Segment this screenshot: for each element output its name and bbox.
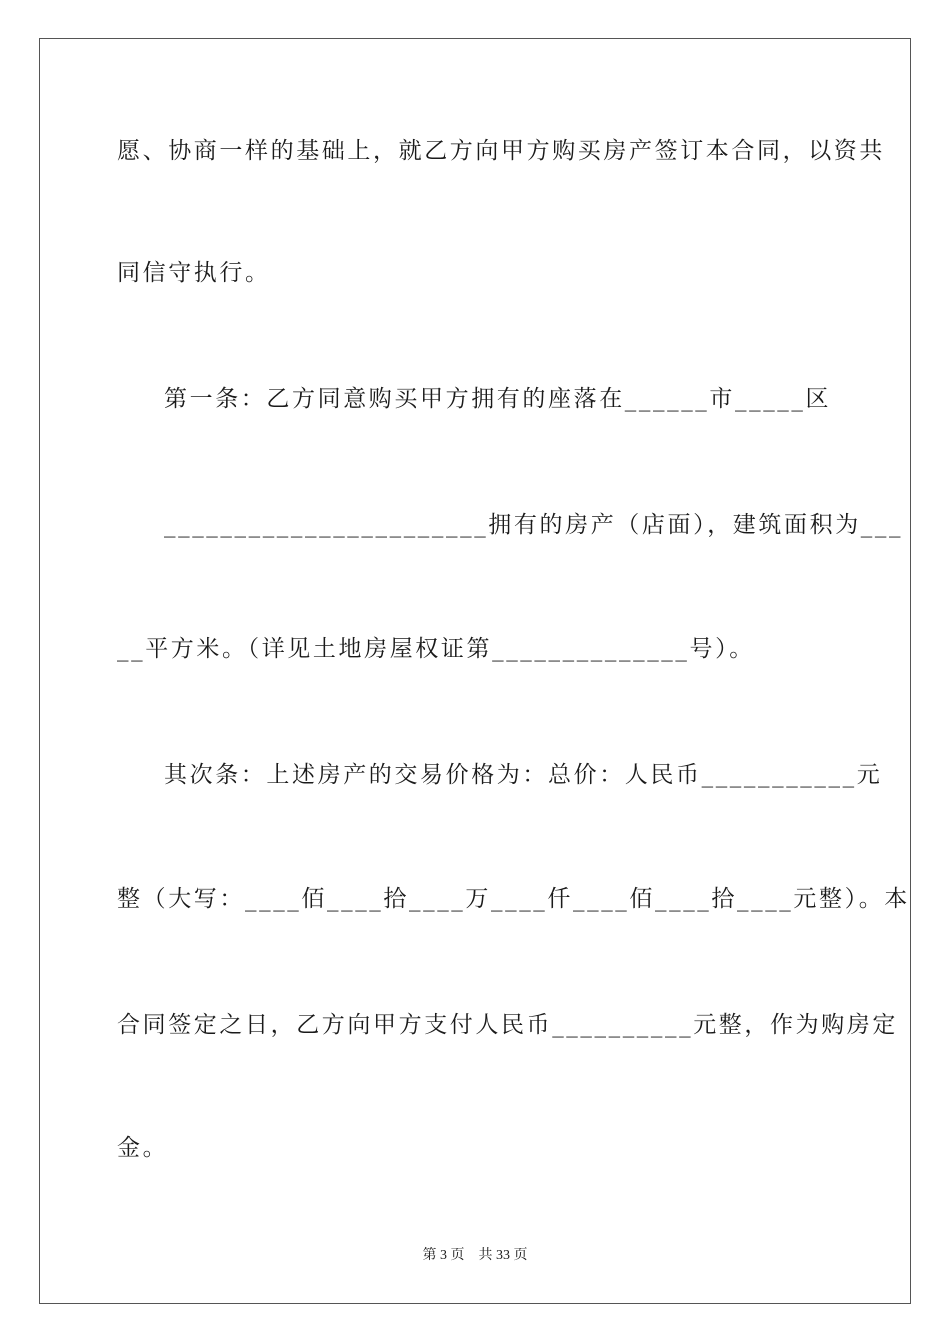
article-2-line-2: 整（大写：____佰____拾____万____仟____佰____拾____元整）。本 xyxy=(117,886,910,912)
paragraph-line-1: 愿、协商一样的基础上，就乙方向甲方购买房产签订本合同，以资共 xyxy=(117,138,885,164)
article-1-line-3: __平方米。（详见土地房屋权证第______________号）。 xyxy=(117,636,755,662)
page-number-footer: 第 3 页 共 33 页 xyxy=(422,1248,528,1263)
article-1-line-1: 第一条：乙方同意购买甲方拥有的座落在______市_____区 xyxy=(164,386,832,412)
paragraph-line-2: 同信守执行。 xyxy=(117,260,271,286)
page-frame xyxy=(39,38,911,1304)
article-2-line-1: 其次条：上述房产的交易价格为：总价：人民币___________元 xyxy=(164,762,883,788)
article-2-line-4: 金。 xyxy=(117,1135,169,1161)
article-2-line-3: 合同签定之日，乙方向甲方支付人民币__________元整，作为购房定 xyxy=(117,1012,898,1038)
article-1-line-2: _______________________拥有的房产（店面），建筑面积为___ xyxy=(164,512,904,538)
